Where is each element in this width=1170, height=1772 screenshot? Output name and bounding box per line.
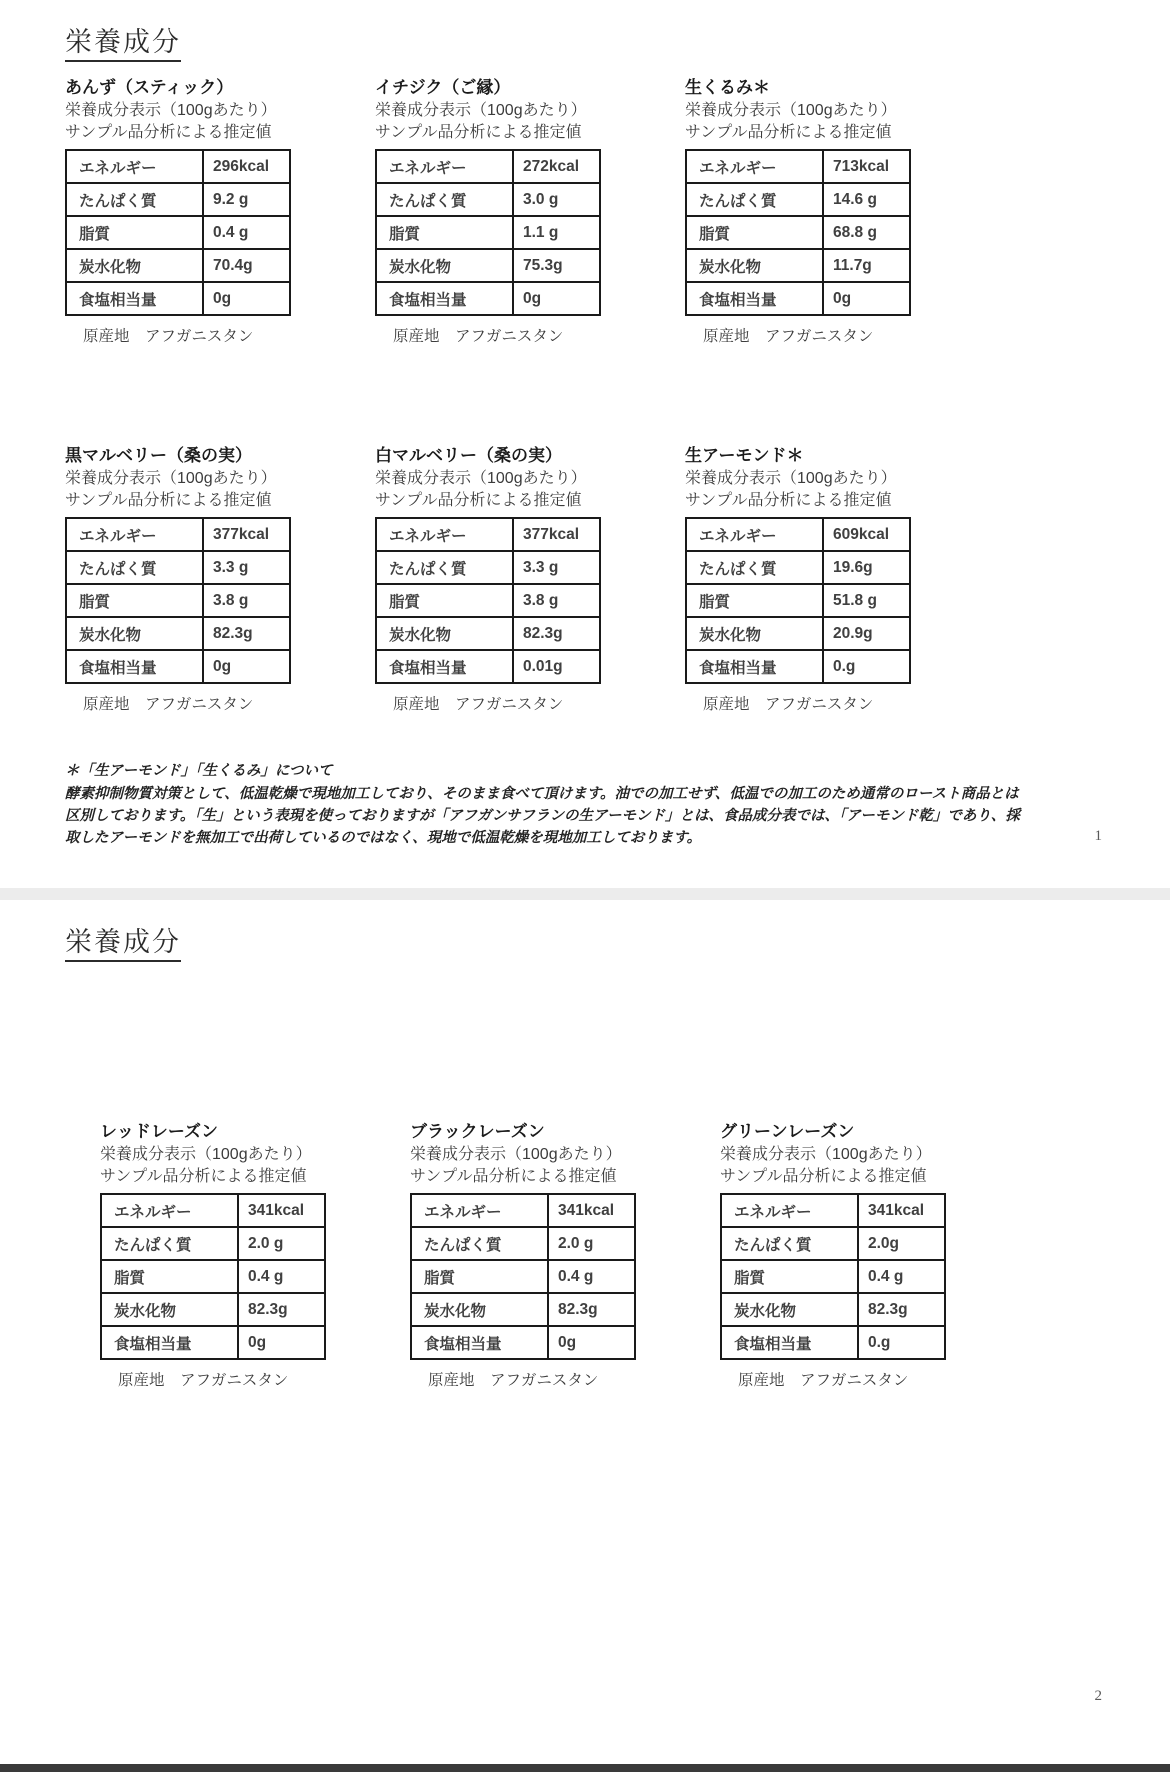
nutrition-table-row (686, 282, 910, 315)
nutrition-table-row (721, 1227, 945, 1260)
nutrition-table-row (411, 1326, 635, 1359)
nutrient-value: 82.3g (203, 617, 290, 650)
nutrient-label: 炭水化物 (376, 617, 513, 650)
nutrition-table-row (686, 551, 910, 584)
nutrient-value: 609kcal (823, 518, 910, 551)
nutrition-table-row (411, 1227, 635, 1260)
nutrient-value: 9.2 g (203, 183, 290, 216)
serving-size-line: 栄養成分表示（100gあたり） (100, 1146, 312, 1163)
nutrient-value: 51.8 g (823, 584, 910, 617)
nutrient-value: 0g (203, 282, 290, 315)
origin-line: 原産地 アフガニスタン (703, 696, 874, 713)
nutrition-table-row (721, 1194, 945, 1227)
origin-line: 原産地 アフガニスタン (83, 328, 254, 345)
product-name: 白マルベリー（桑の実） (375, 446, 562, 465)
product-name: グリーンレーズン (720, 1122, 855, 1141)
nutrition-table-row (101, 1194, 325, 1227)
nutrient-label: たんぱく質 (66, 551, 203, 584)
nutrition-table-row (376, 183, 600, 216)
nutrient-value: 3.3 g (513, 551, 600, 584)
nutrient-label: たんぱく質 (66, 183, 203, 216)
origin-line: 原産地 アフガニスタン (703, 328, 874, 345)
nutrient-label: 炭水化物 (686, 249, 823, 282)
nutrition-table-row (376, 282, 600, 315)
nutrition-card (410, 1120, 720, 1392)
nutrition-table-row (411, 1194, 635, 1227)
page-separator (0, 888, 1170, 900)
origin-line: 原産地 アフガニスタン (738, 1372, 909, 1389)
page-title: 栄養成分 (65, 24, 1170, 60)
nutrient-label: 食塩相当量 (101, 1326, 238, 1359)
nutrient-value: 3.3 g (203, 551, 290, 584)
nutrient-label: 炭水化物 (376, 249, 513, 282)
nutrient-label: 炭水化物 (66, 249, 203, 282)
nutrition-table-row (66, 650, 290, 683)
sample-analysis-line: サンプル品分析による推定値 (375, 124, 582, 141)
nutrient-label: 炭水化物 (721, 1293, 858, 1326)
nutrient-value: 0g (548, 1326, 635, 1359)
sample-analysis-line: サンプル品分析による推定値 (685, 492, 892, 509)
serving-size-line: 栄養成分表示（100gあたり） (375, 102, 587, 119)
nutrient-label: 脂質 (686, 216, 823, 249)
nutrition-table-row (66, 551, 290, 584)
nutrient-label: たんぱく質 (411, 1227, 548, 1260)
nutrient-label: 食塩相当量 (66, 282, 203, 315)
nutrient-label: 炭水化物 (411, 1293, 548, 1326)
nutrient-label: たんぱく質 (721, 1227, 858, 1260)
nutrition-table-row (411, 1293, 635, 1326)
nutrient-value: 0g (203, 650, 290, 683)
nutrition-table-row (686, 617, 910, 650)
nutrient-label: 炭水化物 (101, 1293, 238, 1326)
nutrition-table-row (66, 249, 290, 282)
nutrition-table (375, 149, 601, 316)
page-number: 1 (1094, 828, 1102, 844)
nutrition-table-row (66, 617, 290, 650)
nutrition-table-row (721, 1326, 945, 1359)
nutrition-table-row (411, 1260, 635, 1293)
nutrient-value: 0.g (823, 650, 910, 683)
nutrient-label: 食塩相当量 (66, 650, 203, 683)
viewer-bottom-bar (0, 1764, 1170, 1772)
nutrition-table-row (66, 150, 290, 183)
nutrition-table-row (686, 150, 910, 183)
nutrient-value: 296kcal (203, 150, 290, 183)
nutrient-label: 食塩相当量 (686, 650, 823, 683)
nutrition-table-row (376, 551, 600, 584)
footnote-title: ＊「生アーモンド」「生くるみ」について (65, 763, 333, 779)
footnote (65, 760, 1025, 849)
nutrient-value: 2.0 g (238, 1227, 325, 1260)
nutrient-label: 脂質 (376, 216, 513, 249)
nutrient-value: 377kcal (513, 518, 600, 551)
origin-line: 原産地 アフガニスタン (393, 696, 564, 713)
nutrition-table-row (376, 518, 600, 551)
nutrient-value: 82.3g (513, 617, 600, 650)
nutrient-value: 11.7g (823, 249, 910, 282)
origin-line: 原産地 アフガニスタン (83, 696, 254, 713)
nutrient-value: 3.8 g (513, 584, 600, 617)
nutrition-cards-row-1 (65, 76, 1170, 348)
nutrient-value: 0.4 g (858, 1260, 945, 1293)
nutrient-value: 3.0 g (513, 183, 600, 216)
product-name: あんず（スティック） (65, 78, 234, 97)
nutrition-table-row (721, 1260, 945, 1293)
product-name: 黒マルベリー（桑の実） (65, 446, 252, 465)
origin-line: 原産地 アフガニスタン (428, 1372, 599, 1389)
serving-size-line: 栄養成分表示（100gあたり） (375, 470, 587, 487)
nutrition-table (375, 517, 601, 684)
nutrient-label: 脂質 (686, 584, 823, 617)
nutrient-value: 0.01g (513, 650, 600, 683)
nutrition-card (65, 76, 375, 348)
nutrient-value: 14.6 g (823, 183, 910, 216)
page-title: 栄養成分 (65, 924, 1170, 960)
nutrient-value: 377kcal (203, 518, 290, 551)
product-name: 生くるみ＊ (685, 78, 770, 97)
nutrient-label: 脂質 (66, 584, 203, 617)
nutrient-label: エネルギー (411, 1194, 548, 1227)
sample-analysis-line: サンプル品分析による推定値 (685, 124, 892, 141)
nutrition-table (720, 1193, 946, 1360)
nutrient-value: 272kcal (513, 150, 600, 183)
nutrition-table-row (66, 183, 290, 216)
nutrition-card (375, 444, 685, 716)
nutrient-label: エネルギー (101, 1194, 238, 1227)
footnote-body: 酵素抑制物質対策として、低温乾燥で現地加工しており、そのまま食べて頂けます。油での加工せず、低温での加工のため通常のロースト商品とは区別しております。「生」という表現を使っておりますが「アフガンサフランの生アーモンド」とは、食品成分表では、「アーモンド乾」であり、採取したアーモンドを無加工で出荷しているのではなく、現地で低温乾燥を現地加工しております。 (65, 786, 1020, 846)
sample-analysis-line: サンプル品分析による推定値 (65, 124, 272, 141)
nutrition-table-row (686, 249, 910, 282)
nutrition-table-row (686, 183, 910, 216)
nutrition-card (375, 76, 685, 348)
nutrition-table-row (721, 1293, 945, 1326)
nutrition-card (65, 444, 375, 716)
nutrient-label: たんぱく質 (376, 551, 513, 584)
nutrition-table-row (66, 282, 290, 315)
origin-line: 原産地 アフガニスタン (393, 328, 564, 345)
nutrient-value: 82.3g (548, 1293, 635, 1326)
nutrition-card (685, 444, 995, 716)
serving-size-line: 栄養成分表示（100gあたり） (685, 102, 897, 119)
nutrition-table-row (101, 1260, 325, 1293)
nutrient-value: 341kcal (548, 1194, 635, 1227)
nutrient-value: 20.9g (823, 617, 910, 650)
nutrition-card (720, 1120, 1030, 1392)
nutrient-label: 脂質 (411, 1260, 548, 1293)
nutrient-label: 炭水化物 (686, 617, 823, 650)
nutrition-table (410, 1193, 636, 1360)
nutrient-value: 2.0g (858, 1227, 945, 1260)
nutrient-value: 1.1 g (513, 216, 600, 249)
nutrient-value: 0.g (858, 1326, 945, 1359)
nutrient-label: 脂質 (66, 216, 203, 249)
nutrient-value: 0g (513, 282, 600, 315)
nutrient-value: 0.4 g (238, 1260, 325, 1293)
nutrient-label: エネルギー (66, 150, 203, 183)
serving-size-line: 栄養成分表示（100gあたり） (65, 102, 277, 119)
nutrition-card (685, 76, 995, 348)
product-name: レッドレーズン (100, 1122, 218, 1141)
sample-analysis-line: サンプル品分析による推定値 (720, 1168, 927, 1185)
nutrient-label: たんぱく質 (376, 183, 513, 216)
nutrient-value: 0g (823, 282, 910, 315)
nutrition-table-row (66, 518, 290, 551)
nutrition-cards-row-3 (100, 1120, 1170, 1392)
nutrient-label: 食塩相当量 (411, 1326, 548, 1359)
nutrition-table (685, 517, 911, 684)
nutrition-cards-row-2 (65, 444, 1170, 716)
nutrition-table-row (686, 650, 910, 683)
page-number: 2 (1094, 1688, 1102, 1704)
nutrition-table-row (376, 150, 600, 183)
nutrient-label: 食塩相当量 (376, 650, 513, 683)
nutrition-table-row (376, 216, 600, 249)
nutrient-value: 2.0 g (548, 1227, 635, 1260)
nutrition-table (65, 517, 291, 684)
nutrition-card (100, 1120, 410, 1392)
nutrition-table-row (66, 216, 290, 249)
nutrient-value: 3.8 g (203, 584, 290, 617)
nutrition-table-row (101, 1227, 325, 1260)
serving-size-line: 栄養成分表示（100gあたり） (720, 1146, 932, 1163)
nutrient-value: 75.3g (513, 249, 600, 282)
sample-analysis-line: サンプル品分析による推定値 (410, 1168, 617, 1185)
nutrient-label: 食塩相当量 (721, 1326, 858, 1359)
nutrient-label: 脂質 (376, 584, 513, 617)
nutrient-label: たんぱく質 (686, 551, 823, 584)
nutrient-value: 19.6g (823, 551, 910, 584)
serving-size-line: 栄養成分表示（100gあたり） (685, 470, 897, 487)
sample-analysis-line: サンプル品分析による推定値 (100, 1168, 307, 1185)
nutrient-value: 0.4 g (548, 1260, 635, 1293)
nutrition-table (65, 149, 291, 316)
nutrient-label: エネルギー (376, 150, 513, 183)
nutrient-label: 食塩相当量 (686, 282, 823, 315)
nutrient-value: 0.4 g (203, 216, 290, 249)
nutrient-value: 68.8 g (823, 216, 910, 249)
nutrition-table-row (376, 249, 600, 282)
serving-size-line: 栄養成分表示（100gあたり） (65, 470, 277, 487)
sample-analysis-line: サンプル品分析による推定値 (65, 492, 272, 509)
product-name: イチジク（ご縁） (375, 78, 511, 97)
nutrition-table-row (686, 584, 910, 617)
nutrition-table (685, 149, 911, 316)
nutrition-table-row (101, 1326, 325, 1359)
nutrient-label: エネルギー (686, 518, 823, 551)
nutrient-value: 0g (238, 1326, 325, 1359)
nutrient-value: 341kcal (238, 1194, 325, 1227)
nutrient-label: 脂質 (101, 1260, 238, 1293)
nutrient-label: エネルギー (686, 150, 823, 183)
nutrition-table-row (101, 1293, 325, 1326)
nutrient-value: 341kcal (858, 1194, 945, 1227)
nutrient-label: 炭水化物 (66, 617, 203, 650)
nutrient-label: 脂質 (721, 1260, 858, 1293)
nutrient-label: 食塩相当量 (376, 282, 513, 315)
product-name: ブラックレーズン (410, 1122, 545, 1141)
nutrient-value: 82.3g (238, 1293, 325, 1326)
nutrition-table-row (686, 216, 910, 249)
nutrition-table-row (376, 617, 600, 650)
nutrition-table-row (376, 584, 600, 617)
product-name: 生アーモンド＊ (685, 446, 804, 465)
nutrient-label: たんぱく質 (101, 1227, 238, 1260)
nutrient-label: エネルギー (376, 518, 513, 551)
nutrient-value: 713kcal (823, 150, 910, 183)
sample-analysis-line: サンプル品分析による推定値 (375, 492, 582, 509)
nutrient-value: 82.3g (858, 1293, 945, 1326)
nutrition-table-row (66, 584, 290, 617)
nutrient-label: たんぱく質 (686, 183, 823, 216)
nutrition-table-row (686, 518, 910, 551)
nutrient-label: エネルギー (721, 1194, 858, 1227)
nutrition-table (100, 1193, 326, 1360)
origin-line: 原産地 アフガニスタン (118, 1372, 289, 1389)
nutrition-table-row (376, 650, 600, 683)
nutrient-label: エネルギー (66, 518, 203, 551)
serving-size-line: 栄養成分表示（100gあたり） (410, 1146, 622, 1163)
nutrient-value: 70.4g (203, 249, 290, 282)
document-page-2 (0, 900, 1170, 1764)
